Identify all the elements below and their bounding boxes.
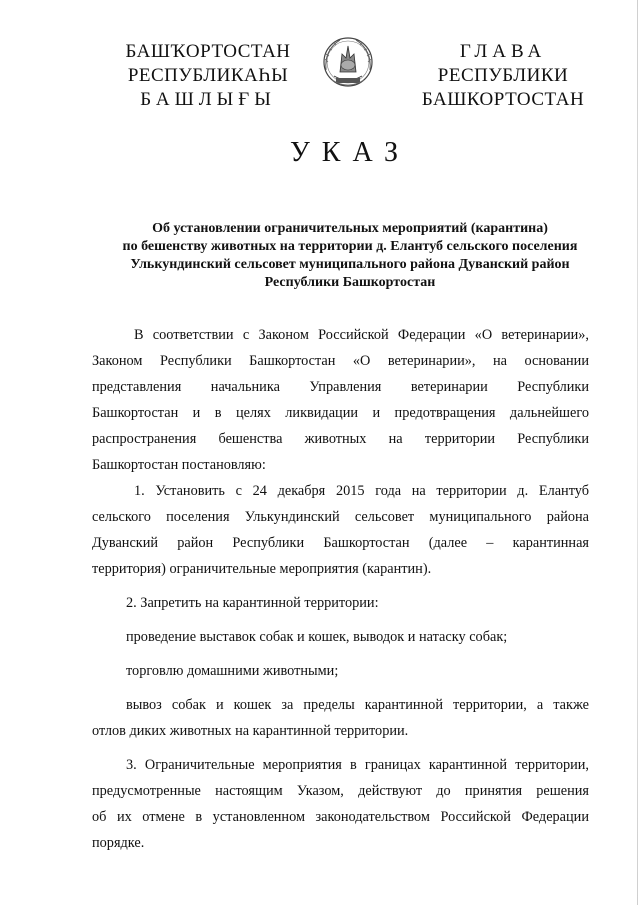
item-2-paragraph: 2. Запретить на карантинной территории: (126, 595, 379, 611)
preamble-line-6: Башкортостан постановляю: (92, 457, 266, 473)
paragraph-gap (92, 582, 589, 590)
header-left-line-1: БАШҠОРТОСТАН (125, 41, 291, 62)
preamble-line-4: Башкортостан и в целях ликвидации и предотвращения дальнейшего (92, 405, 589, 421)
preamble-paragraph (92, 322, 589, 478)
header-left-line-3: БАШЛЫҒЫ (140, 89, 276, 110)
paragraph-gap (92, 684, 589, 692)
item-2-sub-a: проведение выставок собак и кошек, выводок и натаску собак; (126, 629, 508, 645)
item-3-line-2: предусмотренные настоящим Указом, действуют до принятия решения (92, 783, 589, 799)
coat-of-arms-icon (318, 32, 378, 104)
subject-line-2: по бешенству животных на территории д. Елантуб сельского поселения (122, 239, 578, 254)
header-right-russian (418, 40, 588, 112)
paragraph-gap (92, 650, 589, 658)
header-left-bashkir (118, 40, 298, 112)
decree-body (92, 322, 589, 856)
item-1-line-3: Дуванский район Республики Башкортостан (далее – карантинная (92, 535, 589, 551)
item-1-paragraph (92, 478, 589, 582)
preamble-line-5: распространения бешенства животных на территории Республики (92, 431, 589, 447)
decree-subject (80, 220, 620, 292)
item-1-line-4: территория) ограничительные мероприятия (карантин). (92, 561, 432, 577)
item-3-line-3: об их отмене в установленном законодательством Российской Федерации (92, 809, 589, 825)
header-left-line-2: РЕСПУБЛИКАҺЫ (127, 65, 289, 86)
preamble-line-2: Законом Республики Башкортостан «О ветеринарии», на основании (92, 353, 589, 369)
item-2-sub-c-line-2: отлов диких животных на карантинной территории. (92, 723, 409, 739)
item-2-sub-c-line-1: вывоз собак и кошек за пределы карантинной территории, а также (126, 697, 589, 713)
header-right-line-2: РЕСПУБЛИКИ (437, 65, 569, 86)
decree-title: УКАЗ (289, 137, 411, 168)
item-2-sub-b: торговлю домашними животными; (126, 663, 339, 679)
preamble-line-1: В соответствии с Законом Российской Федерации «О ветеринарии», (134, 327, 589, 343)
subject-line-3: Улькундинский сельсовет муниципального района Дуванский район (130, 257, 570, 272)
header-right-line-3: БАШКОРТОСТАН (421, 89, 585, 110)
item-1-line-2: сельского поселения Улькундинский сельсовет муниципального района (92, 509, 589, 525)
preamble-line-3: представления начальника Управления ветеринарии Республики (92, 379, 589, 395)
item-1-line-1: 1. Установить с 24 декабря 2015 года на территории д. Елантуб (134, 483, 589, 499)
item-3-paragraph (92, 752, 589, 856)
item-2-sub-c (92, 692, 589, 744)
page-edge (637, 0, 638, 905)
paragraph-gap (92, 744, 589, 752)
item-3-line-4: порядке. (92, 835, 145, 851)
subject-line-4: Республики Башкортостан (264, 275, 436, 290)
item-3-line-1: 3. Ограничительные мероприятия в границах карантинной территории, (126, 757, 589, 773)
header-right-line-1: ГЛАВА (459, 41, 547, 62)
paragraph-gap (92, 616, 589, 624)
subject-line-1: Об установлении ограничительных мероприятий (карантина) (152, 221, 548, 236)
